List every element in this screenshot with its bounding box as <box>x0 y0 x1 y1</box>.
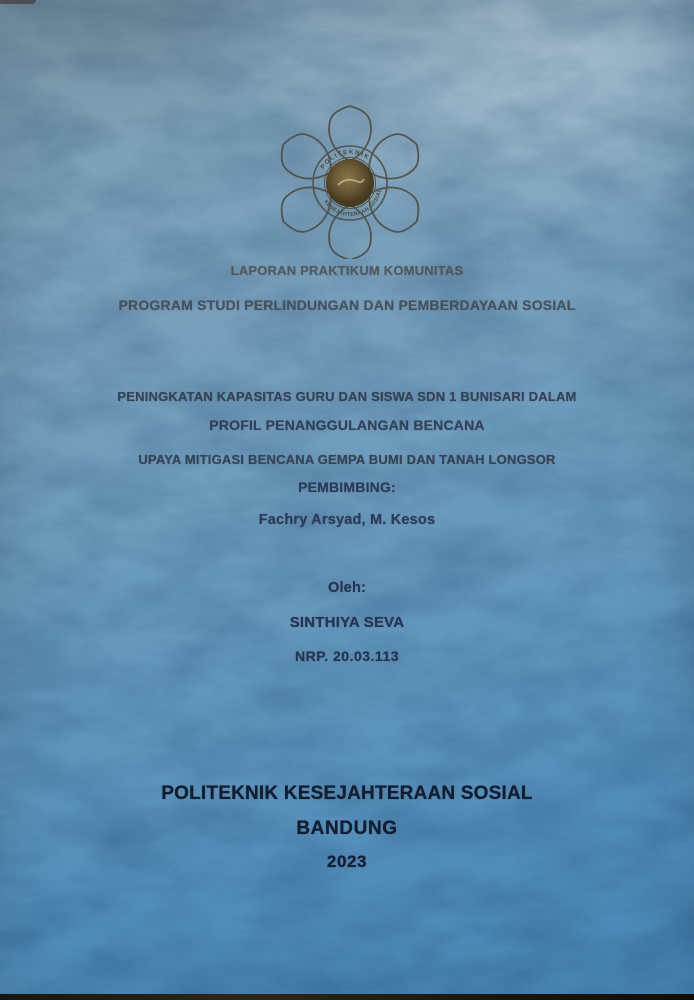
report-title-line1: PENINGKATAN KAPASITAS GURU DAN SISWA SDN 1 BUNISARI DALAM <box>117 389 577 404</box>
logo-seal <box>313 143 388 224</box>
author-name: SINTHIYA SEVA <box>289 614 405 631</box>
institution-city: BANDUNG <box>296 818 398 839</box>
supervisor-label: PEMBIMBING: <box>298 479 396 495</box>
cover-bottom-edge <box>0 994 694 1000</box>
logo-seal-top-text: POLITEKNIK <box>319 148 372 171</box>
author-label: Oleh: <box>327 580 367 596</box>
institution-name: POLITEKNIK KESEJAHTERAAN SOSIAL <box>161 783 533 804</box>
author-nrp: NRP. 20.03.113 <box>294 648 400 664</box>
report-title-line2: UPAYA MITIGASI BENCANA GEMPA BUMI DAN TANAH LONGSOR <box>138 452 556 467</box>
program-study-line: PROGRAM STUDI PERLINDUNGAN DAN PEMBERDAYAAN SOSIAL <box>118 297 576 313</box>
supervisor-name: Fachry Arsyad, M. Kesos <box>258 512 436 528</box>
report-type-line: LAPORAN PRAKTIKUM KOMUNITAS <box>230 263 464 278</box>
poltekesos-logo-icon <box>262 103 438 259</box>
logo-seal-bottom-text: KESEJAHTERAAN SOSIAL <box>322 188 384 219</box>
subtitle-profil: PROFIL PENANGGULANGAN BENCANA <box>209 417 485 433</box>
publication-year: 2023 <box>326 852 368 871</box>
corner-shadow <box>0 0 36 4</box>
